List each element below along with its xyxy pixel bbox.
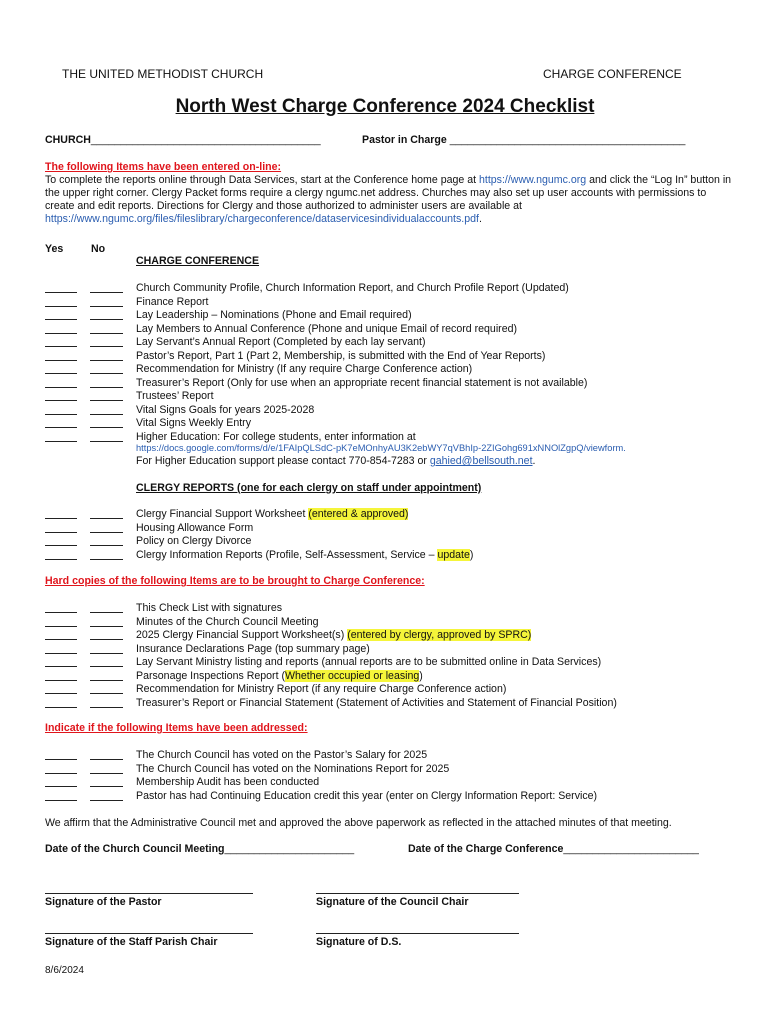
no-blank[interactable] bbox=[90, 666, 123, 667]
higher-ed-support-text: For Higher Education support please contact 770-854-7283 or bbox=[136, 455, 427, 467]
no-blank[interactable] bbox=[90, 626, 123, 627]
charge-date-blank: _______________________ bbox=[563, 843, 699, 855]
checklist-item-text: Pastor’s Report, Part 1 (Part 2, Membership, is submitted with the End of Year Reports) bbox=[136, 349, 546, 362]
highlighted-note: Whether occupied or leasing bbox=[285, 669, 420, 682]
yes-blank[interactable] bbox=[45, 559, 77, 560]
no-blank[interactable] bbox=[90, 518, 123, 519]
no-blank[interactable] bbox=[90, 306, 123, 307]
yes-blank[interactable] bbox=[45, 626, 77, 627]
checklist-item-text: Recommendation for Ministry (If any require Charge Conference action) bbox=[136, 363, 473, 375]
yes-blank[interactable] bbox=[45, 333, 77, 334]
council-date-blank: ______________________ bbox=[224, 843, 355, 855]
checklist-item-text bbox=[136, 508, 408, 521]
yes-blank[interactable] bbox=[45, 707, 77, 708]
addressed-heading: Indicate if the following Items have been addressed: bbox=[45, 722, 308, 734]
checklist-item-text: Vital Signs Goals for years 2025-2028 bbox=[136, 403, 315, 416]
item-text: Lay Servant Ministry listing and reports (annual reports are to be submitted online in Data Services) bbox=[136, 656, 602, 668]
no-blank[interactable] bbox=[90, 292, 123, 293]
pastor-signature-label: Signature of the Pastor bbox=[45, 896, 162, 908]
item-text: Minutes of the Church Council Meeting bbox=[136, 615, 319, 628]
higher-ed-email-link[interactable]: gahied@bellsouth.net bbox=[429, 455, 533, 467]
online-intro-1: To complete the reports online through Data Services, start at the Conference home page at bbox=[45, 174, 477, 186]
yes-blank[interactable] bbox=[45, 800, 77, 801]
no-blank[interactable] bbox=[90, 759, 123, 760]
home-url-link[interactable]: https://www.ngumc.org bbox=[479, 174, 587, 186]
online-intro bbox=[45, 174, 735, 226]
yes-blank[interactable] bbox=[45, 693, 77, 694]
checklist-item-text: The Church Council has voted on the Pastor’s Salary for 2025 bbox=[136, 749, 428, 761]
checklist-item-text bbox=[136, 643, 370, 656]
item-text-suffix: ) bbox=[469, 548, 474, 561]
item-text-suffix: ) bbox=[419, 669, 423, 682]
yes-blank[interactable] bbox=[45, 387, 77, 388]
yes-blank[interactable] bbox=[45, 680, 77, 681]
pastor-blank: ________________________________________ bbox=[449, 134, 686, 146]
church-label: CHURCH bbox=[45, 134, 91, 146]
checklist-item-text bbox=[136, 683, 506, 696]
no-blank[interactable] bbox=[90, 532, 123, 533]
highlighted-note: (entered by clergy, approved by SPRC) bbox=[347, 629, 532, 641]
no-blank[interactable] bbox=[90, 441, 123, 442]
no-blank[interactable] bbox=[90, 639, 123, 640]
checklist-item-text: Lay Members to Annual Conference (Phone and unique Email of record required) bbox=[136, 322, 518, 335]
no-blank[interactable] bbox=[90, 559, 123, 560]
higher-ed-support-line bbox=[136, 455, 535, 467]
no-blank[interactable] bbox=[90, 680, 123, 681]
higher-ed-url-link[interactable]: https://docs.google.com/forms/d/e/1FAIpQLSdC-pK7eMOnhyAU3K2ebWY7qVBhIp-2ZIGohg691xNNOlZgpQ/viewform. bbox=[136, 443, 626, 453]
yes-blank[interactable] bbox=[45, 653, 77, 654]
checklist-item-text: The Church Council has voted on the Nominations Report for 2025 bbox=[136, 762, 450, 775]
online-heading: The following Items have been entered on-line: bbox=[45, 161, 282, 173]
yes-blank[interactable] bbox=[45, 532, 77, 533]
yes-blank[interactable] bbox=[45, 612, 77, 613]
checklist-item-text bbox=[136, 616, 319, 629]
item-text: This Check List with signatures bbox=[136, 602, 283, 614]
yes-blank[interactable] bbox=[45, 666, 77, 667]
charge-conference-heading: CHARGE CONFERENCE bbox=[136, 255, 260, 267]
checklist-item-text bbox=[136, 535, 251, 548]
no-blank[interactable] bbox=[90, 333, 123, 334]
checklist-item-text: Membership Audit has been conducted bbox=[136, 776, 320, 788]
no-blank[interactable] bbox=[90, 346, 123, 347]
council-date-label: Date of the Church Council Meeting bbox=[45, 843, 225, 855]
highlighted-note: (entered & approved) bbox=[308, 508, 409, 520]
pastor-signature-line[interactable] bbox=[45, 893, 253, 894]
church-field[interactable] bbox=[45, 134, 321, 146]
checklist-item-text: Lay Servant’s Annual Report (Completed by each lay servant) bbox=[136, 336, 426, 348]
yes-blank[interactable] bbox=[45, 759, 77, 760]
item-text: Clergy Financial Support Worksheet bbox=[136, 508, 309, 520]
charge-conference-date-field[interactable] bbox=[408, 843, 699, 855]
council-chair-signature-label: Signature of the Council Chair bbox=[316, 896, 469, 908]
checklist-item-text bbox=[136, 522, 253, 535]
online-period: . bbox=[478, 213, 482, 225]
no-blank[interactable] bbox=[90, 786, 123, 787]
yes-blank[interactable] bbox=[45, 346, 77, 347]
higher-ed-link-line bbox=[136, 443, 626, 453]
yes-blank[interactable] bbox=[45, 639, 77, 640]
yes-blank[interactable] bbox=[45, 319, 77, 320]
yes-blank[interactable] bbox=[45, 427, 77, 428]
affirmation-text: We affirm that the Administrative Council met and approved the above paperwork as reflected in the attached minutes of that meeting. bbox=[45, 817, 672, 829]
checklist-item-text: Finance Report bbox=[136, 295, 209, 308]
yes-blank[interactable] bbox=[45, 400, 77, 401]
item-text: Recommendation for Ministry Report (if any require Charge Conference action) bbox=[136, 683, 507, 695]
online-intro-2: and click the “Log In” button in the upper right corner. Clergy Packet forms require a clergy ngumc.net address. Churches may also set up user accounts with permissions to create and edit reports. Directions for Clergy and those authorized to administer users are available at bbox=[45, 174, 732, 212]
no-blank[interactable] bbox=[90, 707, 123, 708]
yes-column-header: Yes bbox=[45, 243, 64, 255]
item-text: 2025 Clergy Financial Support Worksheet(s) bbox=[136, 629, 348, 641]
item-text: Policy on Clergy Divorce bbox=[136, 535, 252, 547]
council-chair-signature-line[interactable] bbox=[316, 893, 519, 894]
item-text: Housing Allowance Form bbox=[136, 521, 254, 534]
hard-copies-heading: Hard copies of the following Items are to be brought to Charge Conference: bbox=[45, 575, 425, 587]
header-right: CHARGE CONFERENCE bbox=[543, 67, 682, 81]
checklist-item-text bbox=[136, 697, 617, 710]
checklist-item-text bbox=[136, 670, 423, 683]
checklist-item-text: Pastor has had Continuing Education credit this year (enter on Clergy Information Report: Service) bbox=[136, 789, 598, 802]
no-blank[interactable] bbox=[90, 545, 123, 546]
item-text: Insurance Declarations Page (top summary page) bbox=[136, 642, 370, 655]
no-blank[interactable] bbox=[90, 612, 123, 613]
yes-blank[interactable] bbox=[45, 360, 77, 361]
yes-blank[interactable] bbox=[45, 306, 77, 307]
checklist-item-text bbox=[136, 602, 282, 615]
footer-date: 8/6/2024 bbox=[45, 965, 84, 976]
staff-parish-signature-label: Signature of the Staff Parish Chair bbox=[45, 936, 218, 948]
pastor-label: Pastor in Charge bbox=[362, 134, 447, 146]
checklist-item-text: Church Community Profile, Church Information Report, and Church Profile Report (Updated) bbox=[136, 282, 569, 294]
yes-blank[interactable] bbox=[45, 441, 77, 442]
no-blank[interactable] bbox=[90, 693, 123, 694]
item-text: Treasurer’s Report or Financial Statement (Statement of Activities and Statement of Financial Position) bbox=[136, 696, 617, 709]
highlighted-note: update bbox=[437, 548, 470, 561]
church-blank: _______________________________________ bbox=[90, 134, 321, 146]
staff-parish-signature-line[interactable] bbox=[45, 933, 253, 934]
no-blank[interactable] bbox=[90, 400, 123, 401]
yes-blank[interactable] bbox=[45, 292, 77, 293]
page-title: North West Charge Conference 2024 Checklist bbox=[175, 96, 595, 117]
higher-ed-period: . bbox=[532, 455, 536, 467]
no-blank[interactable] bbox=[90, 319, 123, 320]
checklist-item-text: Treasurer’s Report (Only for use when an appropriate recent financial statement is not available) bbox=[136, 376, 588, 389]
no-blank[interactable] bbox=[90, 387, 123, 388]
accounts-url-link[interactable]: https://www.ngumc.org/files/fileslibrary/chargeconference/dataservicesindividualaccounts.pdf bbox=[45, 213, 479, 225]
no-blank[interactable] bbox=[90, 373, 123, 374]
yes-blank[interactable] bbox=[45, 414, 77, 415]
no-blank[interactable] bbox=[90, 773, 123, 774]
yes-blank[interactable] bbox=[45, 786, 77, 787]
council-meeting-date-field[interactable] bbox=[45, 843, 354, 855]
no-blank[interactable] bbox=[90, 414, 123, 415]
clergy-reports-heading: CLERGY REPORTS (one for each clergy on staff under appointment) bbox=[136, 482, 482, 494]
checklist-item-text: Lay Leadership – Nominations (Phone and Email required) bbox=[136, 309, 412, 321]
header-left: THE UNITED METHODIST CHURCH bbox=[62, 67, 264, 81]
checklist-item-text bbox=[136, 656, 601, 669]
checklist-item-text: Trustees’ Report bbox=[136, 390, 214, 402]
checklist-item-text bbox=[136, 549, 473, 562]
item-text: Clergy Information Reports (Profile, Self-Assessment, Service – bbox=[136, 548, 438, 561]
no-blank[interactable] bbox=[90, 427, 123, 428]
checklist-item-text: Vital Signs Weekly Entry bbox=[136, 417, 252, 429]
item-text: Parsonage Inspections Report ( bbox=[136, 669, 285, 682]
no-blank[interactable] bbox=[90, 360, 123, 361]
yes-blank[interactable] bbox=[45, 518, 77, 519]
yes-blank[interactable] bbox=[45, 373, 77, 374]
no-blank[interactable] bbox=[90, 800, 123, 801]
checklist-item-text bbox=[136, 629, 531, 642]
charge-date-label: Date of the Charge Conference bbox=[408, 843, 564, 855]
no-blank[interactable] bbox=[90, 653, 123, 654]
checklist-item-text: Higher Education: For college students, enter information at bbox=[136, 430, 416, 443]
yes-blank[interactable] bbox=[45, 773, 77, 774]
yes-blank[interactable] bbox=[45, 545, 77, 546]
ds-signature-label: Signature of D.S. bbox=[316, 936, 402, 948]
no-column-header: No bbox=[91, 243, 106, 255]
pastor-field[interactable] bbox=[362, 134, 685, 146]
ds-signature-line[interactable] bbox=[316, 933, 519, 934]
